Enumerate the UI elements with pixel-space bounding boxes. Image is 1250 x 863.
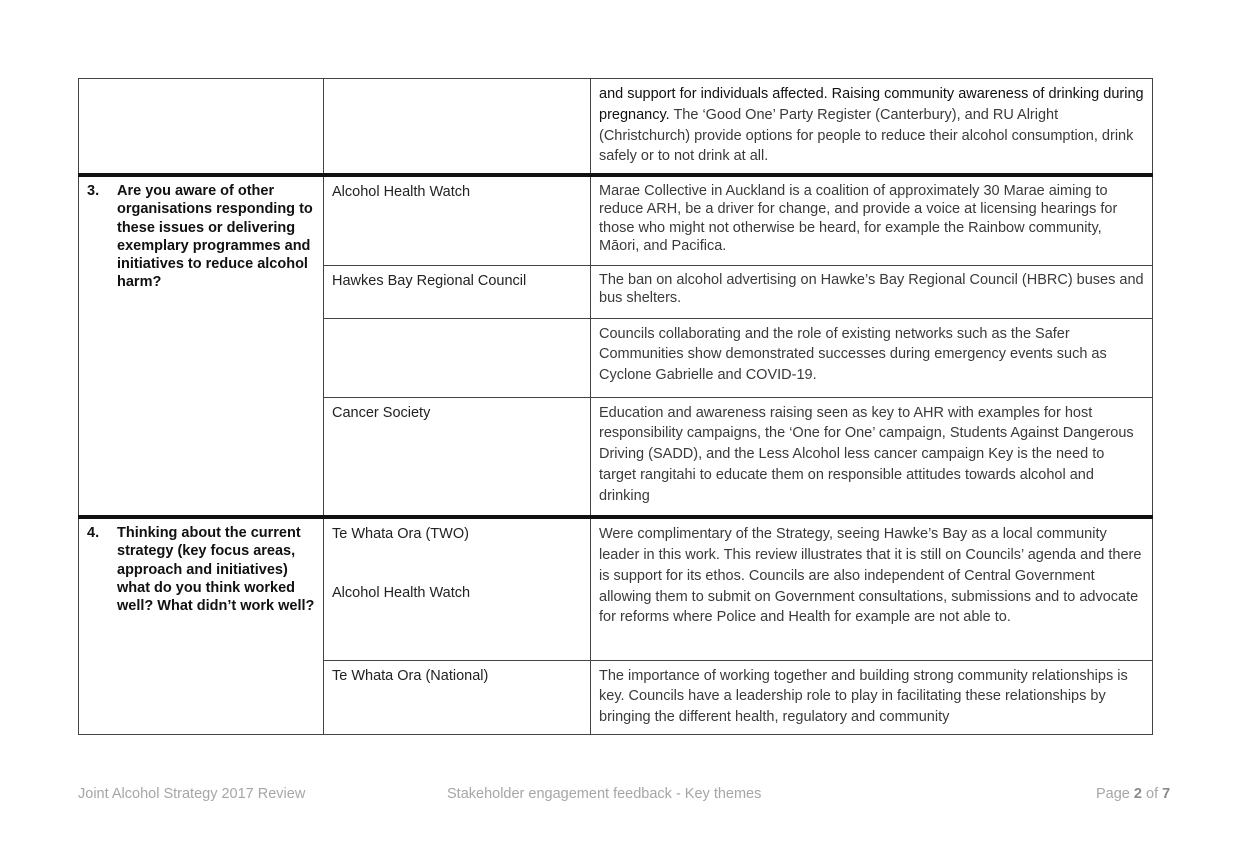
organisation-cell-empty: [324, 318, 591, 397]
page-total: 7: [1162, 786, 1171, 802]
table-row-continued: [79, 79, 1153, 176]
page-current: 2: [1133, 786, 1142, 802]
footer-page-number: [1096, 786, 1170, 802]
response-cell: The ban on alcohol advertising on Hawke’s Bay Regional Council (HBRC) buses and bus shelters.: [591, 265, 1153, 318]
feedback-table: [78, 78, 1153, 735]
question-3-number: 3.: [87, 183, 100, 200]
organisation-cell: Alcohol Health Watch: [324, 175, 591, 265]
response-cell: Marae Collective in Auckland is a coalition of approximately 30 Marae aiming to reduce ARH, be a driver for change, and provide a voice at licensing hearings for those who might not otherwise be heard, for example the Rainbow community, Māori, and Pacifica.: [591, 175, 1153, 265]
response-cell: [591, 79, 1153, 176]
table-row-q3-1: [79, 175, 1153, 265]
table-row-q4-1: [79, 517, 1153, 660]
question-cell-empty: [79, 79, 324, 176]
question-4-number: 4.: [87, 525, 100, 542]
feedback-table-container: [78, 78, 1152, 735]
question-3-cell: [79, 175, 324, 517]
organisation-cell: Hawkes Bay Regional Council: [324, 265, 591, 318]
organisation-name: Te Whata Ora (TWO): [332, 526, 469, 543]
footer-document-title: Joint Alcohol Strategy 2017 Review: [78, 786, 306, 802]
response-rest-text: The ‘Good One’ Party Register (Canterbury), and RU Alright (Christchurch) provide options for people to reduce their alcohol consumption, drink safely or to not drink at all.: [599, 106, 1134, 165]
response-cell: The importance of working together and building strong community relationships is key. Councils have a leadership role to play in facilitating these relationships by bringing the different health, regulatory and community: [591, 660, 1153, 734]
response-cell: Education and awareness raising seen as key to AHR with examples for host responsibility campaigns, the ‘One for One’ campaign, Students Against Dangerous Driving (SADD), and the Less Alcohol less cancer campaign Key is the need to target rangitahi to educate them on responsible attitudes towards alcohol and drinking: [591, 397, 1153, 517]
response-cell: Councils collaborating and the role of existing networks such as the Safer Communities show demonstrated successes during emergency events such as Cyclone Gabrielle and COVID-19.: [591, 318, 1153, 397]
footer-section-title: Stakeholder engagement feedback - Key themes: [447, 786, 762, 802]
organisation-cell-empty: [324, 79, 591, 176]
response-cell: Were complimentary of the Strategy, seeing Hawke’s Bay as a local community leader in this work. This review illustrates that it is still on Councils’ agenda and there is support for its ethos. Councils are also independent of Central Government allowing them to submit on Government consultations, submissions and to advocate for reforms where Police and Health for example are not able to.: [591, 517, 1153, 660]
question-4-text: Thinking about the current strategy (key focus areas, approach and initiatives) what do you think worked well? What didn’t work well?: [117, 525, 315, 614]
question-3-text: Are you aware of other organisations responding to these issues or delivering exemplary programmes and initiatives to reduce alcohol harm?: [117, 183, 313, 291]
organisation-name: Alcohol Health Watch: [332, 584, 471, 601]
page-prefix: Page: [1096, 786, 1134, 802]
organisation-cell: [324, 517, 591, 660]
question-4-cell: [79, 517, 324, 734]
organisation-cell: Te Whata Ora (National): [324, 660, 591, 734]
response-lead-text: and support for individuals affected. Raising community awareness of drinking during pregnancy.: [599, 86, 1144, 123]
page-mid: of: [1141, 786, 1163, 802]
organisation-cell: Cancer Society: [324, 397, 591, 517]
